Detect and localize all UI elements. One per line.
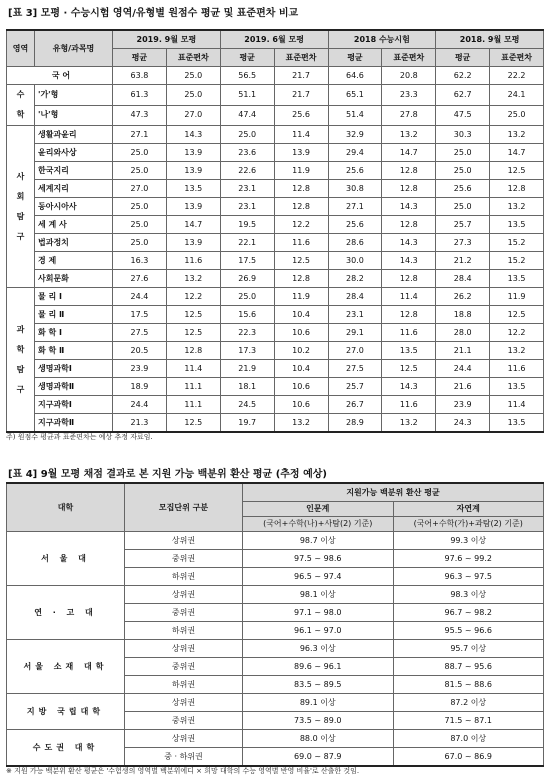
score-cell: 13.5 [490, 414, 544, 433]
section-area: 사 회 탐 구 [7, 126, 35, 288]
score-cell: 23.6 [220, 144, 274, 162]
score-cell: 12.5 [382, 360, 436, 378]
row-label: 화 학 Ⅱ [35, 342, 113, 360]
score-cell: 25.6 [436, 180, 490, 198]
score-cell: 10.6 [274, 396, 328, 414]
table3-note: 주) 원점수 평균과 표준편차는 예상 추정 자료임. [6, 433, 153, 441]
table-row [7, 126, 544, 144]
score-cell: 15.2 [490, 234, 544, 252]
table-row [7, 85, 544, 106]
humanities-cell: 96.5 ~ 97.4 [243, 568, 394, 586]
score-cell: 14.3 [382, 378, 436, 396]
score-cell: 22.2 [490, 67, 544, 85]
score-cell: 24.4 [436, 360, 490, 378]
header-sd: 표준편차 [490, 49, 544, 67]
score-cell: 24.3 [436, 414, 490, 433]
univ-name: 연 · 고 대 [7, 586, 125, 640]
score-cell: 13.9 [166, 162, 220, 180]
table3-caption: [표 3] 모평 · 수능시험 영역/유형별 원점수 평균 및 표준편차 비교 [8, 8, 299, 19]
score-cell: 25.0 [436, 144, 490, 162]
score-cell: 30.3 [436, 126, 490, 144]
score-cell: 30.8 [328, 180, 382, 198]
score-cell: 14.7 [166, 216, 220, 234]
row-label: 사회문화 [35, 270, 113, 288]
table-row [7, 730, 544, 748]
score-cell: 22.6 [220, 162, 274, 180]
score-cell: 13.5 [490, 270, 544, 288]
natural-cell: 96.3 ~ 97.5 [393, 568, 544, 586]
score-cell: 27.1 [113, 126, 167, 144]
score-cell: 11.6 [490, 360, 544, 378]
humanities-cell: 83.5 ~ 89.5 [243, 676, 394, 694]
score-cell: 14.3 [382, 198, 436, 216]
score-cell: 23.1 [220, 180, 274, 198]
score-cell: 27.5 [328, 360, 382, 378]
score-cell: 13.5 [490, 378, 544, 396]
score-cell: 30.0 [328, 252, 382, 270]
table4-note: ※ 지원 가능 백분위 환산 평균은 '수험생의 영역별 백분위에디 × 희망 대학의 수능 영역별 반영 비율'로 산출한 것임. [6, 767, 360, 775]
row-label: '가'형 [35, 85, 113, 106]
score-cell: 14.3 [166, 126, 220, 144]
score-cell: 25.7 [328, 378, 382, 396]
score-cell: 18.1 [220, 378, 274, 396]
score-cell: 27.0 [166, 105, 220, 126]
row-label: '나'형 [35, 105, 113, 126]
score-cell: 15.6 [220, 306, 274, 324]
score-cell: 11.4 [274, 126, 328, 144]
row-label: 지구과학Ⅰ [35, 396, 113, 414]
header-exam: 2019. 9월 모평 [113, 30, 221, 49]
score-cell: 63.8 [113, 67, 167, 85]
score-cell: 12.8 [274, 270, 328, 288]
tier-cell: 중위권 [125, 658, 243, 676]
natural-cell: 95.7 이상 [393, 640, 544, 658]
header-mean: 평균 [436, 49, 490, 67]
score-cell: 10.6 [274, 324, 328, 342]
score-cell: 28.4 [328, 288, 382, 306]
score-cell: 12.8 [382, 216, 436, 234]
header-group: 지원가능 백분위 환산 평균 [243, 483, 544, 502]
table-row [7, 180, 544, 198]
score-cell: 11.1 [166, 396, 220, 414]
natural-cell: 88.7 ~ 95.6 [393, 658, 544, 676]
score-cell: 51.1 [220, 85, 274, 106]
header-exam: 2018. 9월 모평 [436, 30, 544, 49]
table-row [7, 306, 544, 324]
header-sd: 표준편차 [274, 49, 328, 67]
table-row [7, 414, 544, 433]
score-cell: 62.7 [436, 85, 490, 106]
natural-cell: 99.3 이상 [393, 532, 544, 550]
score-cell: 12.5 [490, 306, 544, 324]
score-cell: 12.8 [382, 180, 436, 198]
humanities-cell: 97.1 ~ 98.0 [243, 604, 394, 622]
score-cell: 11.4 [166, 360, 220, 378]
score-cell: 61.3 [113, 85, 167, 106]
score-cell: 13.2 [490, 342, 544, 360]
score-cell: 64.6 [328, 67, 382, 85]
score-cell: 12.5 [166, 414, 220, 433]
row-label: 화 학 Ⅰ [35, 324, 113, 342]
table-row [7, 216, 544, 234]
score-cell: 28.9 [328, 414, 382, 433]
score-cell: 12.2 [490, 324, 544, 342]
score-cell: 19.5 [220, 216, 274, 234]
score-cell: 21.2 [436, 252, 490, 270]
score-cell: 25.7 [436, 216, 490, 234]
score-cell: 11.6 [382, 396, 436, 414]
tier-cell: 중위권 [125, 712, 243, 730]
natural-cell: 87.0 이상 [393, 730, 544, 748]
table-row [7, 694, 544, 712]
score-cell: 12.2 [274, 216, 328, 234]
tier-cell: 상위권 [125, 532, 243, 550]
score-cell: 27.3 [436, 234, 490, 252]
table4 [6, 482, 544, 767]
score-cell: 28.0 [436, 324, 490, 342]
score-cell: 27.6 [113, 270, 167, 288]
score-cell: 47.3 [113, 105, 167, 126]
score-cell: 13.2 [490, 198, 544, 216]
score-cell: 25.0 [220, 126, 274, 144]
score-cell: 13.9 [166, 234, 220, 252]
table-row [7, 270, 544, 288]
score-cell: 13.9 [166, 144, 220, 162]
natural-cell: 87.2 이상 [393, 694, 544, 712]
header-exam: 2019. 6월 모평 [220, 30, 328, 49]
table3 [6, 29, 544, 433]
section-area: 수 학 [7, 85, 35, 126]
table-row [7, 342, 544, 360]
score-cell: 27.0 [328, 342, 382, 360]
score-cell: 22.1 [220, 234, 274, 252]
tier-cell: 하위권 [125, 622, 243, 640]
table-row [7, 360, 544, 378]
score-cell: 12.8 [382, 306, 436, 324]
score-cell: 24.4 [113, 396, 167, 414]
header-area: 영역 [7, 30, 35, 67]
score-cell: 10.4 [274, 306, 328, 324]
score-cell: 28.4 [436, 270, 490, 288]
header-sd: 표준편차 [382, 49, 436, 67]
score-cell: 11.1 [166, 378, 220, 396]
table-row [7, 105, 544, 126]
tier-cell: 하위권 [125, 676, 243, 694]
score-cell: 25.0 [490, 105, 544, 126]
score-cell: 24.5 [220, 396, 274, 414]
score-cell: 12.5 [274, 252, 328, 270]
row-label: 국 어 [7, 67, 113, 85]
table-row [7, 252, 544, 270]
humanities-cell: 88.0 이상 [243, 730, 394, 748]
natural-cell: 97.6 ~ 99.2 [393, 550, 544, 568]
row-label: 한국지리 [35, 162, 113, 180]
score-cell: 28.2 [328, 270, 382, 288]
score-cell: 14.3 [382, 252, 436, 270]
score-cell: 17.5 [113, 306, 167, 324]
score-cell: 12.2 [166, 288, 220, 306]
header-humanities-basis: (국어+수학(나)+사탐(2) 기준) [243, 517, 394, 532]
score-cell: 12.8 [382, 270, 436, 288]
tier-cell: 상위권 [125, 730, 243, 748]
score-cell: 23.9 [113, 360, 167, 378]
score-cell: 22.3 [220, 324, 274, 342]
score-cell: 14.7 [382, 144, 436, 162]
header-natural-basis: (국어+수학(가)+과탐(2) 기준) [393, 517, 544, 532]
header-mean: 평균 [328, 49, 382, 67]
score-cell: 25.0 [436, 162, 490, 180]
natural-cell: 98.3 이상 [393, 586, 544, 604]
score-cell: 25.0 [166, 67, 220, 85]
humanities-cell: 96.3 이상 [243, 640, 394, 658]
score-cell: 62.2 [436, 67, 490, 85]
score-cell: 65.1 [328, 85, 382, 106]
row-label: 생명과학Ⅰ [35, 360, 113, 378]
score-cell: 25.6 [328, 162, 382, 180]
score-cell: 11.9 [274, 288, 328, 306]
tier-cell: 중위권 [125, 604, 243, 622]
tier-cell: 상위권 [125, 694, 243, 712]
score-cell: 25.0 [166, 85, 220, 106]
score-cell: 26.9 [220, 270, 274, 288]
table-row [7, 586, 544, 604]
score-cell: 12.8 [382, 162, 436, 180]
score-cell: 25.0 [113, 162, 167, 180]
score-cell: 11.6 [166, 252, 220, 270]
table-row [7, 396, 544, 414]
score-cell: 13.2 [274, 414, 328, 433]
natural-cell: 96.7 ~ 98.2 [393, 604, 544, 622]
score-cell: 11.4 [382, 288, 436, 306]
humanities-cell: 97.5 ~ 98.6 [243, 550, 394, 568]
row-label: 세 계 사 [35, 216, 113, 234]
row-label: 법과정치 [35, 234, 113, 252]
score-cell: 21.7 [274, 67, 328, 85]
row-label: 생활과윤리 [35, 126, 113, 144]
section-area: 과 학 탐 구 [7, 288, 35, 433]
score-cell: 12.5 [166, 324, 220, 342]
score-cell: 21.6 [436, 378, 490, 396]
score-cell: 20.5 [113, 342, 167, 360]
header-sd: 표준편차 [166, 49, 220, 67]
header-mean: 평균 [113, 49, 167, 67]
score-cell: 23.9 [436, 396, 490, 414]
score-cell: 21.7 [274, 85, 328, 106]
score-cell: 56.5 [220, 67, 274, 85]
score-cell: 21.3 [113, 414, 167, 433]
header-exam: 2018 수능시험 [328, 30, 436, 49]
score-cell: 12.8 [490, 180, 544, 198]
score-cell: 10.6 [274, 378, 328, 396]
header-unit: 모집단위 구분 [125, 483, 243, 532]
score-cell: 11.6 [274, 234, 328, 252]
score-cell: 16.3 [113, 252, 167, 270]
score-cell: 24.1 [490, 85, 544, 106]
humanities-cell: 89.6 ~ 96.1 [243, 658, 394, 676]
tier-cell: 하위권 [125, 568, 243, 586]
score-cell: 23.1 [220, 198, 274, 216]
table-row [7, 67, 544, 85]
header-natural: 자연계 [393, 502, 544, 517]
tier-cell: 중 · 하위권 [125, 748, 243, 767]
row-label: 윤리와사상 [35, 144, 113, 162]
score-cell: 23.1 [328, 306, 382, 324]
score-cell: 11.9 [274, 162, 328, 180]
score-cell: 12.8 [274, 180, 328, 198]
univ-name: 서 울 대 [7, 532, 125, 586]
row-label: 물 리 Ⅰ [35, 288, 113, 306]
score-cell: 14.7 [490, 144, 544, 162]
score-cell: 12.8 [166, 342, 220, 360]
row-label: 경 제 [35, 252, 113, 270]
header-mean: 평균 [220, 49, 274, 67]
natural-cell: 95.5 ~ 96.6 [393, 622, 544, 640]
natural-cell: 67.0 ~ 86.9 [393, 748, 544, 767]
univ-name: 지방 국립대학 [7, 694, 125, 730]
humanities-cell: 98.7 이상 [243, 532, 394, 550]
score-cell: 28.6 [328, 234, 382, 252]
natural-cell: 81.5 ~ 88.6 [393, 676, 544, 694]
score-cell: 27.5 [113, 324, 167, 342]
row-label: 물 리 Ⅱ [35, 306, 113, 324]
score-cell: 47.4 [220, 105, 274, 126]
score-cell: 12.5 [166, 306, 220, 324]
natural-cell: 71.5 ~ 87.1 [393, 712, 544, 730]
score-cell: 23.3 [382, 85, 436, 106]
table-row [7, 144, 544, 162]
score-cell: 51.4 [328, 105, 382, 126]
score-cell: 13.2 [166, 270, 220, 288]
score-cell: 27.0 [113, 180, 167, 198]
score-cell: 13.2 [382, 414, 436, 433]
univ-name: 수도권 대학 [7, 730, 125, 767]
table4-caption: [표 4] 9월 모평 채점 결과로 본 지원 가능 백분위 환산 평균 (추정 예상) [8, 469, 327, 480]
tier-cell: 상위권 [125, 586, 243, 604]
score-cell: 25.6 [328, 216, 382, 234]
score-cell: 32.9 [328, 126, 382, 144]
score-cell: 12.8 [274, 198, 328, 216]
score-cell: 25.0 [113, 216, 167, 234]
score-cell: 14.3 [382, 234, 436, 252]
score-cell: 13.2 [382, 126, 436, 144]
tier-cell: 중위권 [125, 550, 243, 568]
score-cell: 47.5 [436, 105, 490, 126]
score-cell: 15.2 [490, 252, 544, 270]
score-cell: 18.8 [436, 306, 490, 324]
score-cell: 13.9 [166, 198, 220, 216]
score-cell: 26.7 [328, 396, 382, 414]
table-row [7, 162, 544, 180]
score-cell: 29.4 [328, 144, 382, 162]
score-cell: 13.5 [382, 342, 436, 360]
score-cell: 11.6 [382, 324, 436, 342]
score-cell: 19.7 [220, 414, 274, 433]
univ-name: 서울 소재 대학 [7, 640, 125, 694]
score-cell: 21.9 [220, 360, 274, 378]
tier-cell: 상위권 [125, 640, 243, 658]
score-cell: 25.0 [113, 198, 167, 216]
score-cell: 25.0 [113, 144, 167, 162]
table-row [7, 234, 544, 252]
row-label: 세계지리 [35, 180, 113, 198]
score-cell: 24.4 [113, 288, 167, 306]
row-label: 지구과학Ⅱ [35, 414, 113, 433]
humanities-cell: 89.1 이상 [243, 694, 394, 712]
score-cell: 17.3 [220, 342, 274, 360]
score-cell: 10.4 [274, 360, 328, 378]
humanities-cell: 98.1 이상 [243, 586, 394, 604]
score-cell: 11.4 [490, 396, 544, 414]
score-cell: 13.9 [274, 144, 328, 162]
row-label: 동아시아사 [35, 198, 113, 216]
score-cell: 13.5 [166, 180, 220, 198]
score-cell: 20.8 [382, 67, 436, 85]
score-cell: 17.5 [220, 252, 274, 270]
score-cell: 27.8 [382, 105, 436, 126]
score-cell: 21.1 [436, 342, 490, 360]
score-cell: 25.0 [113, 234, 167, 252]
score-cell: 13.5 [490, 216, 544, 234]
header-humanities: 인문계 [243, 502, 394, 517]
table-row [7, 198, 544, 216]
humanities-cell: 69.0 ~ 87.9 [243, 748, 394, 767]
header-type: 유형/과목명 [35, 30, 113, 67]
header-univ: 대학 [7, 483, 125, 532]
table-row [7, 640, 544, 658]
score-cell: 27.1 [328, 198, 382, 216]
humanities-cell: 73.5 ~ 89.0 [243, 712, 394, 730]
table-row [7, 288, 544, 306]
score-cell: 25.0 [436, 198, 490, 216]
humanities-cell: 96.1 ~ 97.0 [243, 622, 394, 640]
score-cell: 26.2 [436, 288, 490, 306]
row-label: 생명과학Ⅱ [35, 378, 113, 396]
score-cell: 18.9 [113, 378, 167, 396]
score-cell: 29.1 [328, 324, 382, 342]
score-cell: 12.5 [490, 162, 544, 180]
score-cell: 10.2 [274, 342, 328, 360]
table-row [7, 532, 544, 550]
table-row [7, 324, 544, 342]
table-row [7, 378, 544, 396]
score-cell: 25.6 [274, 105, 328, 126]
score-cell: 11.9 [490, 288, 544, 306]
score-cell: 13.2 [490, 126, 544, 144]
score-cell: 25.0 [220, 288, 274, 306]
